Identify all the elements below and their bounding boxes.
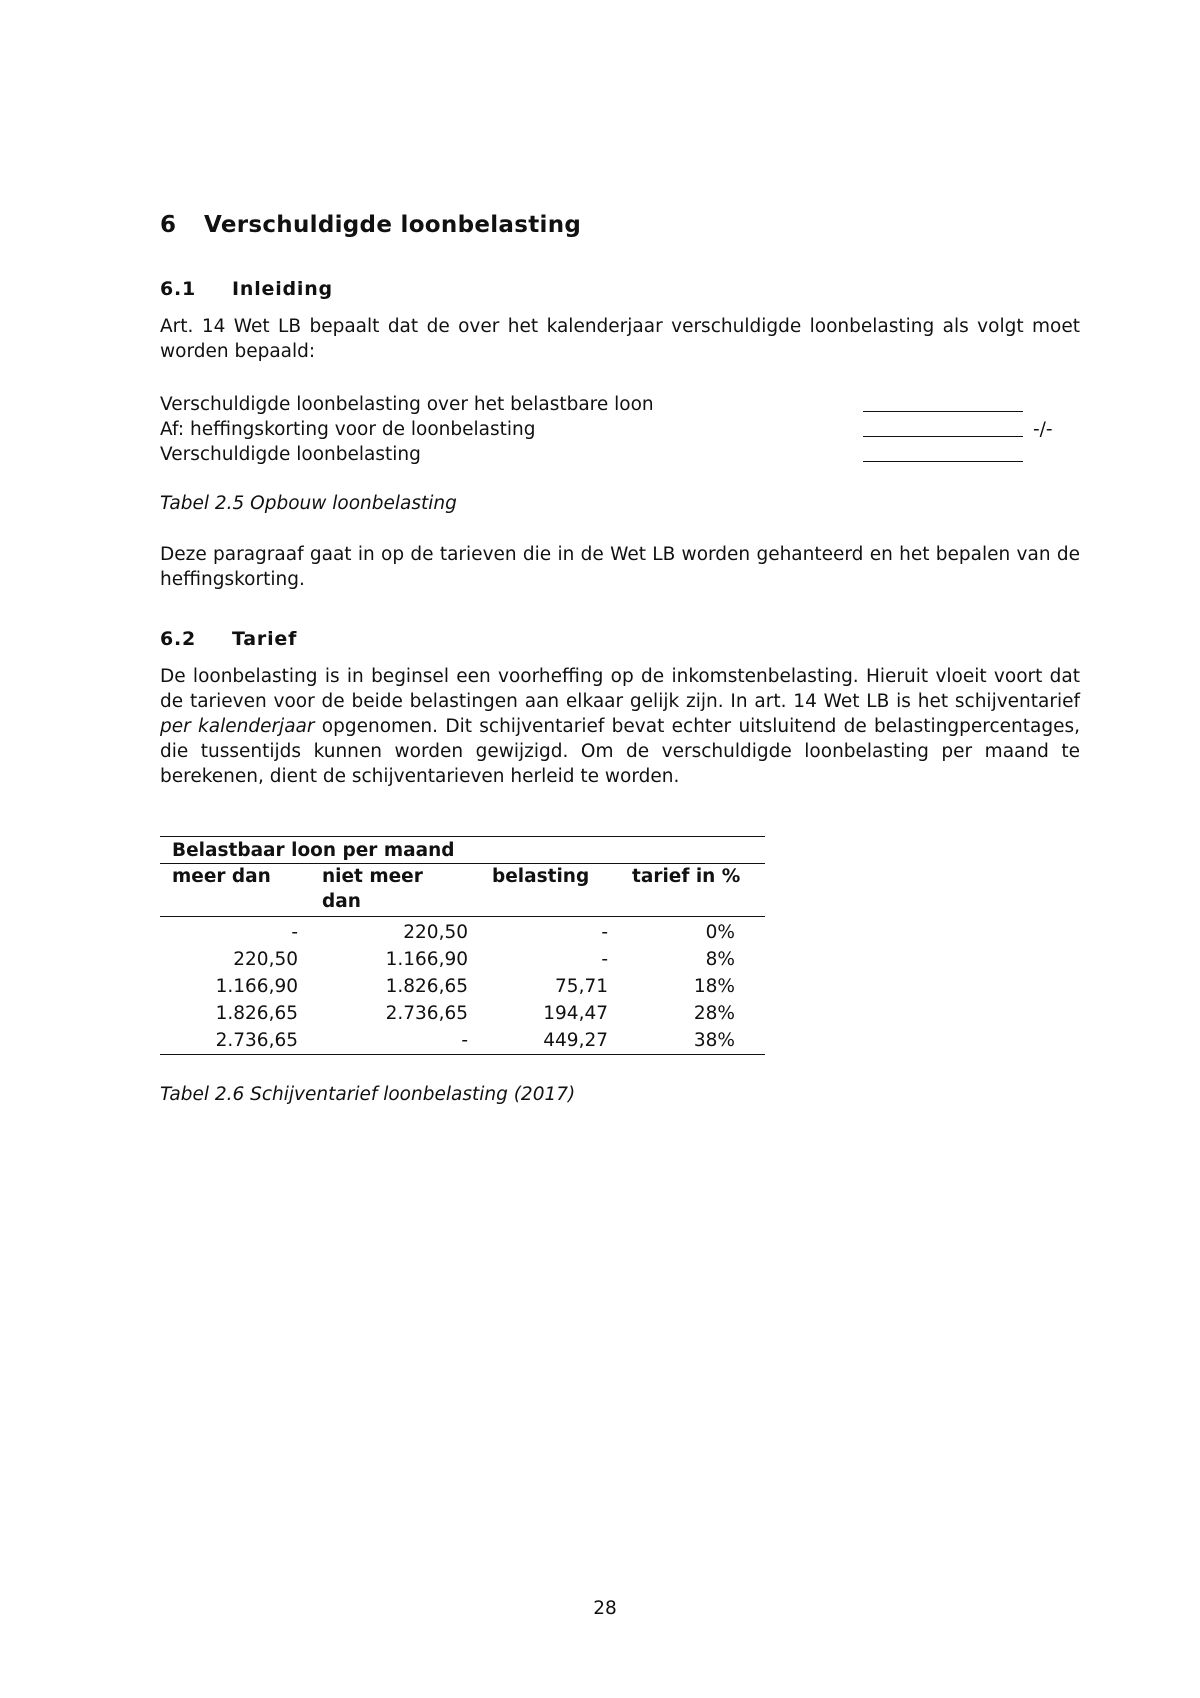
table-cell: - <box>310 1027 480 1055</box>
table-caption-2-6: Tabel 2.6 Schijventarief loonbelasting (2017) <box>160 1084 576 1105</box>
build-row-label: Verschuldigde loonbelasting <box>160 444 421 465</box>
table-cell: - <box>601 922 608 943</box>
table-cell: 38% <box>620 1027 765 1055</box>
section-number: 6.1 <box>160 278 197 300</box>
intro-paragraph: Art. 14 Wet LB bepaalt dat de over het kalenderjaar verschuldigde loonbelasting als volgt moet worden bepaald: <box>160 316 1080 362</box>
chapter-title: Verschuldigde loonbelasting <box>204 212 582 238</box>
amount-line <box>863 436 1023 437</box>
build-row <box>160 392 1080 417</box>
column-header: niet meer dan <box>310 864 480 917</box>
table-cell: 1.166,90 <box>215 976 298 997</box>
paragraph-text: De loonbelasting is in beginsel een voorheffing op de inkomstenbelasting. Hieruit vloeit voort dat de tarieven voor de beide belastingen aan elkaar gelijk zijn. In art. 14 Wet LB is het schijventarief <box>160 666 1080 712</box>
table-cell: 0% <box>705 922 735 943</box>
table-cell: 18% <box>693 976 735 997</box>
chapter-number: 6 <box>160 212 177 238</box>
amount-line <box>863 461 1023 462</box>
section-title: Inleiding <box>232 278 333 300</box>
table-row <box>160 1027 765 1055</box>
table-cell: 1.826,65 <box>215 1003 298 1024</box>
column-header: meer dan <box>160 864 310 917</box>
loonbelasting-build-up <box>160 392 1080 467</box>
table-title-row <box>160 837 765 864</box>
build-row <box>160 442 1080 467</box>
column-header: tarief in % <box>620 864 765 917</box>
chapter-heading <box>160 212 581 238</box>
paragraph-emphasis: per kalenderjaar <box>160 716 315 737</box>
table-cell: 2.736,65 <box>160 1027 310 1055</box>
document-page <box>160 0 1080 1698</box>
closing-paragraph: Deze paragraaf gaat in op de tarieven die in de Wet LB worden gehanteerd en het bepalen van de heffingskorting. <box>160 544 1080 590</box>
table-cell: 220,50 <box>403 922 468 943</box>
table-header-row <box>160 864 765 917</box>
page-number: 28 <box>593 1598 617 1619</box>
amount-line <box>863 411 1023 412</box>
table-cell: 1.826,65 <box>385 976 468 997</box>
table-caption-2-5: Tabel 2.5 Opbouw loonbelasting <box>160 493 457 514</box>
build-row-label: Verschuldigde loonbelasting over het belastbare loon <box>160 394 654 415</box>
table-cell: 1.166,90 <box>385 949 468 970</box>
table-row <box>160 973 765 1000</box>
table-cell: 194,47 <box>543 1003 608 1024</box>
table-cell: 75,71 <box>555 976 608 997</box>
table-cell: 2.736,65 <box>385 1003 468 1024</box>
schijventarief-table <box>160 836 765 1055</box>
table-row <box>160 1000 765 1027</box>
tarief-paragraph <box>160 664 1080 789</box>
table-row <box>160 946 765 973</box>
build-row-label: Af: heffingskorting voor de loonbelasting <box>160 419 536 440</box>
table-cell: - <box>601 949 608 970</box>
build-row <box>160 417 1080 442</box>
table-cell: 449,27 <box>480 1027 620 1055</box>
column-header: belasting <box>480 864 620 917</box>
section-title: Tarief <box>232 628 298 650</box>
section-number: 6.2 <box>160 628 197 650</box>
table-cell: 8% <box>705 949 735 970</box>
table-row <box>160 917 765 947</box>
table-cell: 28% <box>693 1003 735 1024</box>
table-cell: - <box>291 922 298 943</box>
table-title: Belastbaar loon per maand <box>160 837 765 864</box>
section-heading-tarief <box>160 628 297 650</box>
section-heading-inleiding <box>160 278 333 300</box>
paragraph-text: opgenomen. Dit schijventarief bevat echter uitsluitend de belastingpercentages, die tussentijds kunnen worden gewijzigd. Om de verschuldigde loonbelasting per maand te berekenen, dient de schijventarieven herleid te worden. <box>160 716 1080 787</box>
table-cell: 220,50 <box>233 949 298 970</box>
subtract-marker: -/- <box>1033 419 1053 440</box>
